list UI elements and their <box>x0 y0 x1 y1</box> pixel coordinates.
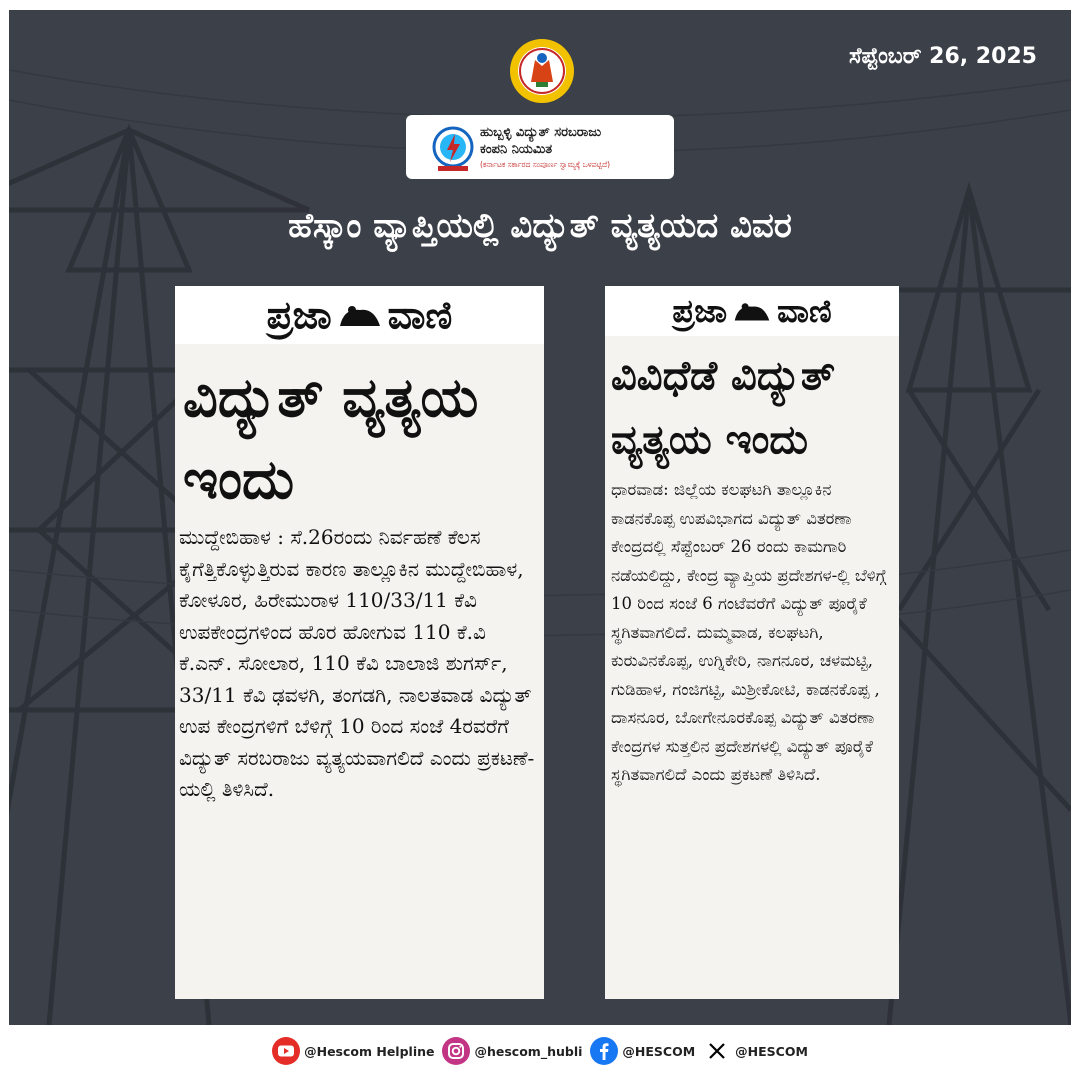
hescom-logo-icon <box>432 126 474 172</box>
poster-headline: ಹೆಸ್ಕಾಂ ವ್ಯಾಪ್ತಿಯಲ್ಲಿ ವಿದ್ಯುತ್ ವ್ಯತ್ಯಯದ ವಿವರ <box>288 206 792 246</box>
bull-emblem-icon <box>338 300 382 330</box>
clipping-heading: ವಿವಿಧೆಡೆ ವಿದ್ಯುತ್ ವ್ಯತ್ಯಯ ಇಂದು <box>611 352 836 463</box>
masthead-left: ಪ್ರಜಾ <box>672 291 728 330</box>
x-icon <box>703 1037 731 1065</box>
clipping-body: ಮುದ್ದೇಬಿಹಾಳ : ಸೆ.26ರಂದು ನಿರ್ವಹಣೆ ಕೆಲಸ ಕೈಗೆತ್ತಿಕೊಳ್ಳುತ್ತಿರುವ ಕಾರಣ ತಾಲ್ಲೂಕಿನ ಮುದ್ದೇಬಿಹಾಳ, ಕೋಳೂರ, ಹಿರೇಮುರಾಳ 110/33/11 ಕೆವಿ ಉಪಕೇಂದ್ರಗಳಿಂದ ಹೊರ ಹೋಗುವ 110 ಕೆ.ವಿ ಕೆ.ಎನ್. ಸೋಲಾರ, 110 ಕೆವಿ ಬಾಲಾಜಿ ಶುಗರ್ಸ್, 33/11 ಕೆವಿ ಢವಳಗಿ, ತಂಗಡಗಿ, ನಾಲತವಾಡ ವಿದ್ಯುತ್ ಉಪ ಕೇಂದ್ರಗಳಿಗೆ ಬೆಳಿಗ್ಗೆ 10 ರಿಂದ ಸಂಜೆ 4ರವರೆಗೆ ವಿದ್ಯುತ್ ಸರಬರಾಜು ವ್ಯತ್ಯಯವಾಗಲಿದೆ ಎಂದು ಪ್ರಕಟಣೆ-ಯಲ್ಲಿ ತಿಳಿಸಿದೆ. <box>179 525 535 801</box>
youtube-icon <box>272 1037 300 1065</box>
facebook-icon <box>590 1037 618 1065</box>
newspaper-clipping <box>175 286 544 999</box>
post-date: ಸೆಪ್ಟೆಂಬರ್ 26, 2025 <box>848 44 1037 69</box>
poster-panel <box>9 10 1071 1025</box>
newspaper-masthead <box>175 286 544 344</box>
masthead-right: ವಾಣಿ <box>777 291 832 330</box>
facebook-link[interactable] <box>590 1037 695 1065</box>
instagram-icon <box>442 1037 470 1065</box>
instagram-link[interactable] <box>442 1037 582 1065</box>
hescom-logo-card <box>406 115 674 179</box>
company-name-line2: ಕಂಪನಿ ನಿಯಮಿತ <box>480 142 553 157</box>
x-handle: @HESCOM <box>735 1043 808 1059</box>
bull-emblem-icon <box>733 298 771 324</box>
masthead-left: ಪ್ರಜಾ <box>266 292 332 337</box>
x-link[interactable] <box>703 1037 808 1065</box>
instagram-handle: @hescom_hubli <box>474 1043 583 1059</box>
masthead-right: ವಾಣಿ <box>387 292 453 337</box>
clipping-body: ಧಾರವಾಡ: ಜಿಲ್ಲೆಯ ಕಲಘಟಗಿ ತಾಲ್ಲೂಕಿನ ಕಾಡನಕೊಪ್ಪ ಉಪವಿಭಾಗದ ವಿದ್ಯುತ್ ವಿತರಣಾ ಕೇಂದ್ರದಲ್ಲಿ ಸೆಪ್ಟೆಂಬರ್ 26 ರಂದು ಕಾಮಗಾರಿ ನಡೆಯಲಿದ್ದು, ಕೇಂದ್ರ ವ್ಯಾಪ್ತಿಯ ಪ್ರದೇಶಗಳ-ಲ್ಲಿ ಬೆಳಿಗ್ಗೆ 10 ರಿಂದ ಸಂಜೆ 6 ಗಂಟೆವರೆಗೆ ವಿದ್ಯುತ್ ಪೂರೈಕೆ ಸ್ಥಗಿತವಾಗಲಿದೆ. ದುಮ್ಮವಾಡ, ಕಲಘಟಗಿ, ಕುರುವಿನಕೊಪ್ಪ, ಉಗ್ನಿಕೇರಿ, ನಾಗನೂರ, ಚಳಮಟ್ಟಿ, ಗುಡಿಹಾಳ, ಗಂಜಿಗಟ್ಟಿ, ಮಿಶ್ರೀಕೋಟಿ, ಕಾಡನಕೊಪ್ಪ , ದಾಸನೂರ, ಬೋಗೇನೂರಕೊಪ್ಪ ವಿದ್ಯುತ್ ವಿತರಣಾ ಕೇಂದ್ರಗಳ ಸುತ್ತಲಿನ ಪ್ರದೇಶಗಳಲ್ಲಿ ವಿದ್ಯುತ್ ಪೂರೈಕೆ ಸ್ಥಗಿತವಾಗಲಿದೆ ಎಂದು ಪ್ರಕಟಣೆ ತಿಳಿಸಿದೆ. <box>611 480 887 784</box>
newspaper-clipping <box>605 286 899 999</box>
company-name-line1: ಹುಬ್ಬಳ್ಳಿ ವಿದ್ಯುತ್ ಸರಬರಾಜು <box>480 125 602 140</box>
facebook-handle: @HESCOM <box>622 1043 696 1059</box>
social-footer <box>0 1028 1080 1074</box>
karnataka-emblem-icon <box>509 38 575 104</box>
youtube-link[interactable] <box>272 1037 434 1065</box>
company-tagline: (ಕರ್ನಾಟಕ ಸರ್ಕಾರದ ಸಂಪೂರ್ಣ ಸ್ವಾಮ್ಯಕ್ಕೆ ಒಳಪಟ್ಟಿದೆ) <box>480 160 611 169</box>
newspaper-masthead <box>605 286 899 336</box>
youtube-handle: @Hescom Helpline <box>304 1043 435 1059</box>
clipping-heading: ವಿದ್ಯುತ್ ವ್ಯತ್ಯಯ ಇಂದು <box>183 365 479 511</box>
